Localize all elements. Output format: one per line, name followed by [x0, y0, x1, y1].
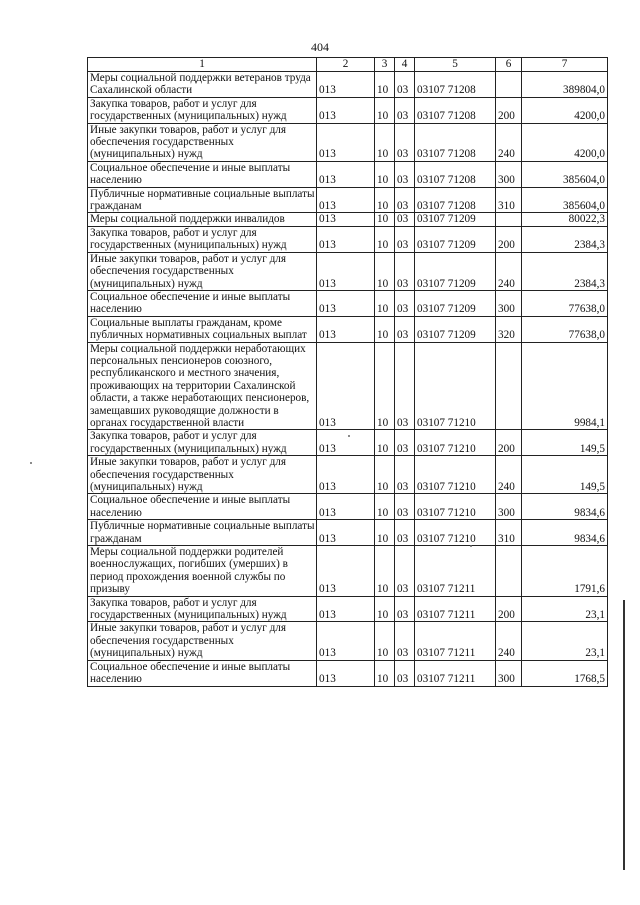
column-header-6: 6: [496, 58, 522, 72]
row-amount: 2384,3: [522, 226, 608, 252]
table-row: [88, 494, 608, 520]
row-subsection: 03: [395, 430, 415, 456]
row-expense-type: 240: [496, 252, 522, 290]
row-section: 10: [375, 161, 395, 187]
table-row: [88, 252, 608, 290]
row-expense-type: [496, 213, 522, 226]
budget-table: [87, 57, 608, 687]
row-target-article: 03107 71209: [415, 252, 496, 290]
row-description: Закупка товаров, работ и услуг для государственных (муниципальных) нужд: [88, 430, 317, 456]
row-section: 10: [375, 72, 395, 98]
table-header-row: [88, 58, 608, 72]
row-section: 10: [375, 97, 395, 123]
row-description: Закупка товаров, работ и услуг для государственных (муниципальных) нужд: [88, 97, 317, 123]
row-subsection: 03: [395, 213, 415, 226]
row-expense-type: 310: [496, 187, 522, 213]
row-subsection: 03: [395, 316, 415, 342]
column-header-2: 2: [317, 58, 375, 72]
row-amount: 149,5: [522, 456, 608, 494]
row-target-article: 03107 71210: [415, 494, 496, 520]
row-description: Меры социальной поддержки неработающих персональных пенсионеров союзного, республиканского и местного значения, проживающих на территории Сахалинской области, а также неработающих пенсионеров, замещавших руководящие должности в органах государственной власти: [88, 342, 317, 430]
row-description: Меры социальной поддержки родителей военнослужащих, погибших (умерших) в период прохождения военной службы по призыву: [88, 546, 317, 597]
row-section: 10: [375, 316, 395, 342]
row-section: 10: [375, 430, 395, 456]
row-expense-type: 300: [496, 290, 522, 316]
row-description: Иные закупки товаров, работ и услуг для обеспечения государственных (муниципальных) нужд: [88, 123, 317, 161]
table-row: [88, 342, 608, 430]
row-ministry-code: 013: [317, 456, 375, 494]
row-target-article: 03107 71209: [415, 213, 496, 226]
row-subsection: 03: [395, 187, 415, 213]
row-amount: 385604,0: [522, 187, 608, 213]
row-ministry-code: 013: [317, 290, 375, 316]
row-amount: 9834,6: [522, 520, 608, 546]
row-expense-type: 200: [496, 97, 522, 123]
row-target-article: 03107 71208: [415, 123, 496, 161]
row-ministry-code: 013: [317, 97, 375, 123]
row-ministry-code: 013: [317, 494, 375, 520]
table-row: [88, 161, 608, 187]
page-number: 404: [311, 40, 329, 54]
table-row: [88, 316, 608, 342]
row-amount: 2384,3: [522, 252, 608, 290]
row-target-article: 03107 71211: [415, 622, 496, 660]
row-ministry-code: 013: [317, 213, 375, 226]
row-amount: 9984,1: [522, 342, 608, 430]
table-row: [88, 213, 608, 226]
row-amount: 1768,5: [522, 660, 608, 686]
row-description: Закупка товаров, работ и услуг для государственных (муниципальных) нужд: [88, 226, 317, 252]
row-description: Публичные нормативные социальные выплаты гражданам: [88, 187, 317, 213]
row-expense-type: 300: [496, 494, 522, 520]
row-amount: 385604,0: [522, 161, 608, 187]
row-target-article: 03107 71211: [415, 596, 496, 622]
table-row: [88, 290, 608, 316]
row-section: 10: [375, 213, 395, 226]
column-header-1: 1: [88, 58, 317, 72]
row-section: 10: [375, 456, 395, 494]
column-header-3: 3: [375, 58, 395, 72]
row-subsection: 03: [395, 123, 415, 161]
row-amount: 389804,0: [522, 72, 608, 98]
row-target-article: 03107 71210: [415, 456, 496, 494]
row-target-article: 03107 71209: [415, 316, 496, 342]
row-description: Иные закупки товаров, работ и услуг для обеспечения государственных (муниципальных) нужд: [88, 252, 317, 290]
table-row: [88, 622, 608, 660]
row-target-article: 03107 71208: [415, 72, 496, 98]
row-target-article: 03107 71208: [415, 187, 496, 213]
row-section: 10: [375, 494, 395, 520]
table-row: [88, 187, 608, 213]
row-amount: 80022,3: [522, 213, 608, 226]
row-description: Меры социальной поддержки ветеранов труда Сахалинской области: [88, 72, 317, 98]
table-row: [88, 97, 608, 123]
row-ministry-code: 013: [317, 123, 375, 161]
row-expense-type: 300: [496, 161, 522, 187]
row-section: 10: [375, 226, 395, 252]
row-description: Закупка товаров, работ и услуг для государственных (муниципальных) нужд: [88, 596, 317, 622]
row-subsection: 03: [395, 520, 415, 546]
row-target-article: 03107 71208: [415, 97, 496, 123]
column-header-7: 7: [522, 58, 608, 72]
row-amount: 149,5: [522, 430, 608, 456]
row-ministry-code: 013: [317, 316, 375, 342]
table-row: [88, 72, 608, 98]
row-amount: 23,1: [522, 596, 608, 622]
row-amount: 77638,0: [522, 290, 608, 316]
row-description: Социальное обеспечение и иные выплаты населению: [88, 494, 317, 520]
row-ministry-code: 013: [317, 430, 375, 456]
row-expense-type: [496, 72, 522, 98]
scan-edge-line: [623, 600, 625, 870]
row-section: 10: [375, 123, 395, 161]
row-ministry-code: 013: [317, 187, 375, 213]
row-description: Социальное обеспечение и иные выплаты населению: [88, 660, 317, 686]
table-row: [88, 596, 608, 622]
row-section: 10: [375, 187, 395, 213]
row-expense-type: [496, 342, 522, 430]
row-target-article: 03107 71209: [415, 226, 496, 252]
row-expense-type: 200: [496, 430, 522, 456]
row-subsection: 03: [395, 252, 415, 290]
row-description: Публичные нормативные социальные выплаты гражданам: [88, 520, 317, 546]
row-ministry-code: 013: [317, 546, 375, 597]
row-expense-type: 310: [496, 520, 522, 546]
row-ministry-code: 013: [317, 622, 375, 660]
row-expense-type: 200: [496, 226, 522, 252]
row-amount: 4200,0: [522, 97, 608, 123]
row-target-article: 03107 71210: [415, 342, 496, 430]
row-description: Иные закупки товаров, работ и услуг для обеспечения государственных (муниципальных) нужд: [88, 456, 317, 494]
row-subsection: 03: [395, 226, 415, 252]
row-amount: 77638,0: [522, 316, 608, 342]
row-description: Социальное обеспечение и иные выплаты населению: [88, 161, 317, 187]
row-subsection: 03: [395, 596, 415, 622]
row-amount: 23,1: [522, 622, 608, 660]
row-section: 10: [375, 596, 395, 622]
table-row: [88, 546, 608, 597]
table-row: [88, 660, 608, 686]
row-subsection: 03: [395, 660, 415, 686]
row-section: 10: [375, 252, 395, 290]
scan-speck: [30, 462, 32, 464]
row-section: 10: [375, 520, 395, 546]
row-description: Меры социальной поддержки инвалидов: [88, 213, 317, 226]
row-target-article: 03107 71210: [415, 520, 496, 546]
column-header-5: 5: [415, 58, 496, 72]
row-target-article: 03107 71208: [415, 161, 496, 187]
row-section: 10: [375, 622, 395, 660]
row-expense-type: 200: [496, 596, 522, 622]
row-section: 10: [375, 660, 395, 686]
table-row: [88, 123, 608, 161]
row-amount: 1791,6: [522, 546, 608, 597]
table-body: [88, 72, 608, 687]
row-subsection: 03: [395, 622, 415, 660]
row-subsection: 03: [395, 72, 415, 98]
scan-speck: [470, 545, 472, 547]
row-amount: 4200,0: [522, 123, 608, 161]
row-section: 10: [375, 342, 395, 430]
row-ministry-code: 013: [317, 596, 375, 622]
scan-speck: [348, 435, 350, 437]
row-ministry-code: 013: [317, 226, 375, 252]
row-subsection: 03: [395, 546, 415, 597]
row-ministry-code: 013: [317, 161, 375, 187]
row-description: Иные закупки товаров, работ и услуг для обеспечения государственных (муниципальных) нужд: [88, 622, 317, 660]
row-subsection: 03: [395, 290, 415, 316]
row-subsection: 03: [395, 97, 415, 123]
row-amount: 9834,6: [522, 494, 608, 520]
row-target-article: 03107 71211: [415, 660, 496, 686]
row-target-article: 03107 71211: [415, 546, 496, 597]
table-row: [88, 456, 608, 494]
row-expense-type: 240: [496, 622, 522, 660]
row-expense-type: [496, 546, 522, 597]
row-subsection: 03: [395, 342, 415, 430]
table-row: [88, 520, 608, 546]
row-expense-type: 300: [496, 660, 522, 686]
row-subsection: 03: [395, 161, 415, 187]
row-expense-type: 240: [496, 123, 522, 161]
row-ministry-code: 013: [317, 342, 375, 430]
row-description: Социальное обеспечение и иные выплаты населению: [88, 290, 317, 316]
row-ministry-code: 013: [317, 660, 375, 686]
row-ministry-code: 013: [317, 72, 375, 98]
row-section: 10: [375, 290, 395, 316]
row-target-article: 03107 71209: [415, 290, 496, 316]
column-header-4: 4: [395, 58, 415, 72]
row-section: 10: [375, 546, 395, 597]
row-description: Социальные выплаты гражданам, кроме публичных нормативных социальных выплат: [88, 316, 317, 342]
row-target-article: 03107 71210: [415, 430, 496, 456]
row-expense-type: 320: [496, 316, 522, 342]
row-subsection: 03: [395, 494, 415, 520]
table-row: [88, 226, 608, 252]
row-expense-type: 240: [496, 456, 522, 494]
row-subsection: 03: [395, 456, 415, 494]
row-ministry-code: 013: [317, 520, 375, 546]
row-ministry-code: 013: [317, 252, 375, 290]
table-row: [88, 430, 608, 456]
